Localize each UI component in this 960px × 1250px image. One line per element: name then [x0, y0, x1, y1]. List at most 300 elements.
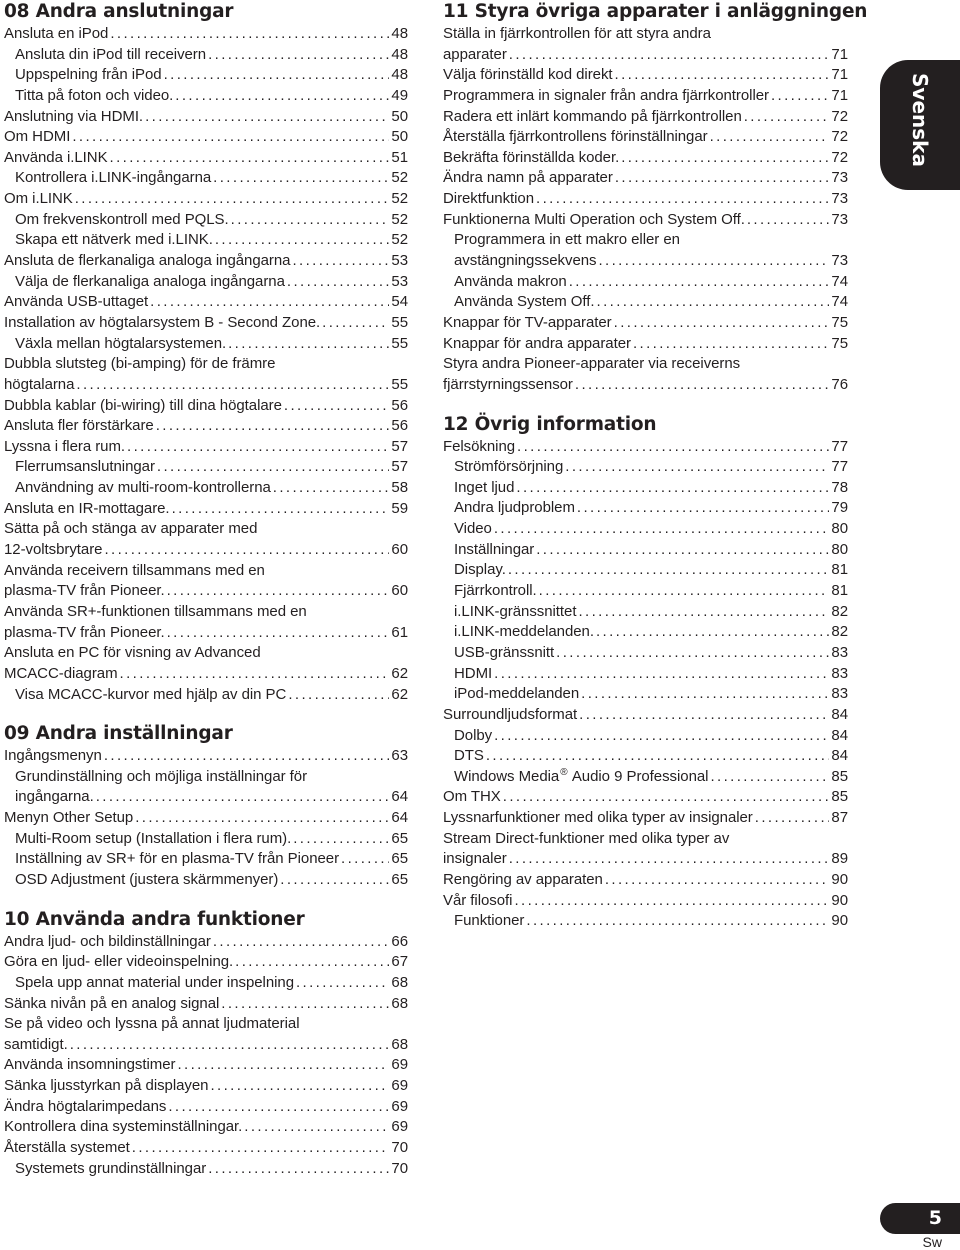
toc-entry[interactable]: [4, 272, 408, 293]
toc-entry-title: [15, 230, 213, 251]
toc-entry-title-text: Om THX: [443, 788, 501, 806]
toc-entry-line[interactable]: [443, 829, 848, 850]
toc-entry-title: [15, 334, 226, 355]
toc-entry[interactable]: [4, 24, 408, 45]
toc-entry-page: 68: [391, 973, 408, 991]
toc-entry[interactable]: [4, 65, 408, 86]
page-language-code: Sw: [922, 1234, 942, 1250]
toc-entry-page: 81: [831, 582, 848, 600]
toc-entry-line[interactable]: [4, 1014, 408, 1035]
toc-entry[interactable]: [4, 416, 408, 437]
toc-entry-title: [15, 849, 339, 870]
toc-entry-page: 50: [391, 107, 408, 125]
toc-entry-page: 54: [391, 293, 408, 311]
toc-entry-title-text: Fjärrkontroll.: [454, 582, 537, 600]
toc-entry-page: 56: [391, 417, 408, 435]
toc-entry-title: [454, 664, 492, 685]
toc-entry[interactable]: [443, 602, 848, 623]
toc-entry-page: 55: [391, 313, 408, 331]
toc-entry-line[interactable]: [443, 354, 848, 375]
toc-entry[interactable]: [4, 540, 408, 561]
toc-entry-page: 68: [391, 1035, 408, 1053]
toc-entry-page: 50: [391, 128, 408, 146]
toc-entry[interactable]: [4, 107, 408, 128]
toc-entry-page: 75: [831, 313, 848, 331]
toc-entry-title-text: Multi-Room setup (Installation i flera rum).: [15, 829, 292, 847]
toc-entry-title: [443, 168, 613, 189]
leader-dots: [273, 478, 390, 499]
toc-entry-page: 85: [831, 788, 848, 806]
toc-entry-page: 73: [831, 210, 848, 228]
toc-entry-title-text: Ändra högtalarimpedans: [4, 1097, 167, 1115]
toc-entry-page: 62: [391, 664, 408, 682]
toc-entry-title: Grundinställning och möjliga inställningar för: [15, 767, 308, 785]
toc-entry-page: 67: [391, 953, 408, 971]
toc-entry-title-cont: fjärrstyrningssensor: [443, 375, 573, 393]
toc-entry[interactable]: [4, 334, 408, 355]
toc-entry-title: [443, 705, 577, 726]
toc-entry[interactable]: [4, 457, 408, 478]
toc-entry[interactable]: [443, 870, 848, 891]
toc-entry[interactable]: [443, 643, 848, 664]
toc-entry[interactable]: [4, 1117, 408, 1138]
toc-entry[interactable]: [443, 540, 848, 561]
toc-entry-page: 52: [391, 210, 408, 228]
leader-dots: [75, 189, 390, 210]
toc-entry-page: 84: [831, 705, 848, 723]
leader-dots: [486, 746, 830, 767]
toc-entry[interactable]: [4, 437, 408, 458]
toc-entry[interactable]: [443, 437, 848, 458]
toc-entry[interactable]: [443, 560, 848, 581]
leader-dots: [556, 643, 829, 664]
toc-entry[interactable]: [4, 1035, 408, 1056]
toc-entry-title: [443, 313, 612, 334]
toc-entry[interactable]: [4, 581, 408, 602]
toc-entry[interactable]: [443, 210, 848, 231]
toc-entry-title: [15, 829, 291, 850]
leader-dots: [293, 829, 389, 850]
toc-entry[interactable]: [443, 891, 848, 912]
toc-entry-page: 63: [391, 747, 408, 765]
toc-entry-title-cont: plasma-TV från Pioneer.: [4, 582, 165, 600]
section-gap: [4, 705, 408, 722]
toc-entry-title: [454, 767, 708, 788]
leader-dots: [132, 1138, 390, 1159]
toc-entry[interactable]: [4, 1159, 408, 1180]
leader-dots: [539, 581, 830, 602]
toc-entry-title: Använda SR+-funktionen tillsammans med en: [4, 602, 307, 620]
toc-entry-title: [443, 127, 708, 148]
toc-entry-title: [15, 210, 229, 231]
toc-entry-title-text: Välja de flerkanaliga analoga ingångarna: [15, 272, 285, 290]
toc-entry[interactable]: [443, 684, 848, 705]
leader-dots: [536, 189, 829, 210]
leader-dots: [175, 86, 389, 107]
leader-dots: [284, 396, 390, 417]
toc-entry[interactable]: [443, 189, 848, 210]
toc-entry[interactable]: [443, 375, 848, 396]
toc-entry[interactable]: [443, 127, 848, 148]
leader-dots: [135, 808, 389, 829]
toc-entry[interactable]: [443, 911, 848, 932]
toc-entry-page: 84: [831, 747, 848, 765]
toc-entry-title: [15, 685, 286, 706]
toc-entry-title: [454, 726, 492, 747]
leader-dots: [565, 457, 829, 478]
toc-entry-title-text: Windows Media: [454, 767, 560, 785]
toc-entry-title-text: Ändra namn på apparater: [443, 169, 613, 187]
toc-entry[interactable]: [443, 334, 848, 355]
toc-entry-page: 69: [391, 1097, 408, 1115]
toc-entry-title: Styra andra Pioneer-apparater via receiverns: [443, 355, 741, 373]
toc-entry-page: 80: [831, 520, 848, 538]
toc-entry-page: 53: [391, 272, 408, 290]
toc-entry[interactable]: [4, 230, 408, 251]
leader-dots: [167, 623, 390, 644]
toc-entry-title: [15, 973, 294, 994]
toc-entry-page: 71: [831, 66, 848, 84]
toc-column-right: [443, 0, 868, 932]
toc-entry[interactable]: [443, 746, 848, 767]
toc-entry[interactable]: [4, 787, 408, 808]
toc-entry-page: 57: [391, 437, 408, 455]
toc-entry-page: 48: [391, 45, 408, 63]
toc-entry[interactable]: [443, 313, 848, 334]
toc-entry[interactable]: [4, 45, 408, 66]
toc-entry-title: [15, 1159, 206, 1180]
leader-dots: [296, 973, 389, 994]
toc-entry-page: 58: [391, 479, 408, 497]
toc-entry-title-text: Dubbla kablar (bi-wiring) till dina högtalare: [4, 396, 282, 414]
toc-entry-title-cont: högtalarna: [4, 375, 75, 393]
toc-entry-title: [15, 870, 278, 891]
toc-entry-line[interactable]: [4, 767, 408, 788]
leader-dots: [213, 168, 389, 189]
toc-entry-line[interactable]: [4, 354, 408, 375]
toc-entry-title-text: i.LINK-meddelanden.: [454, 623, 594, 641]
toc-entry-page: 52: [391, 231, 408, 249]
toc-entry[interactable]: [443, 498, 848, 519]
toc-entry-title: [443, 787, 501, 808]
toc-entry-title-text: Användning av multi-room-kontrollerna: [15, 479, 271, 497]
toc-entry[interactable]: [443, 148, 848, 169]
toc-entry-title-text: Om i.LINK: [4, 190, 73, 208]
toc-entry-title-text: OSD Adjustment (justera skärmmenyer): [15, 870, 279, 888]
toc-entry[interactable]: [4, 396, 408, 417]
toc-entry-page: 90: [831, 891, 848, 909]
toc-entry-page: 69: [391, 1077, 408, 1095]
toc-entry-title-text: Systemets grundinställningar: [15, 1159, 207, 1177]
toc-entry-title-text: Återställa systemet: [4, 1139, 130, 1157]
toc-entry-page: 77: [831, 458, 848, 476]
toc-entry-page: 80: [831, 540, 848, 558]
leader-dots: [596, 622, 829, 643]
leader-dots: [120, 664, 390, 685]
leader-dots: [508, 560, 830, 581]
leader-dots: [771, 86, 829, 107]
leader-dots: [605, 870, 830, 891]
leader-dots: [104, 746, 390, 767]
toc-entry[interactable]: [443, 705, 848, 726]
toc-entry-title: [4, 24, 108, 45]
leader-dots: [633, 334, 829, 355]
leader-dots: [228, 334, 389, 355]
toc-entry-page: 65: [391, 829, 408, 847]
toc-entry-title-text: Radera ett inlärt kommando på fjärrkontrollen: [443, 107, 742, 125]
toc-entry[interactable]: [4, 1138, 408, 1159]
leader-dots: [578, 602, 829, 623]
section-heading: 08 Andra anslutningar: [4, 1, 234, 22]
toc-entry-page: 48: [391, 25, 408, 42]
toc-entry-title: [4, 1055, 175, 1076]
leader-dots: [145, 107, 389, 128]
leader-dots: [526, 911, 829, 932]
toc-entry-page: 61: [391, 623, 408, 641]
toc-entry-title-text: Sänka nivån på en analog signal: [4, 994, 220, 1012]
toc-entry[interactable]: [443, 107, 848, 128]
toc-entry-title-text: HDMI: [454, 664, 493, 682]
toc-entry-line[interactable]: [4, 519, 408, 540]
leader-dots: [621, 148, 829, 169]
leader-dots: [494, 726, 829, 747]
toc-entry-title-text: Installation av högtalarsystem B - Second Zone.: [4, 313, 321, 331]
leader-dots: [221, 994, 389, 1015]
leader-dots: [517, 437, 829, 458]
toc-entry[interactable]: [4, 623, 408, 644]
toc-entry-title: [4, 251, 290, 272]
toc-entry[interactable]: [4, 168, 408, 189]
toc-entry[interactable]: [4, 1097, 408, 1118]
toc-entry-title-text: Återställa fjärrkontrollens förinställningar: [443, 128, 708, 146]
section-gap: [443, 396, 848, 413]
toc-entry-title-text: Andra ljudproblem: [454, 499, 575, 517]
toc-entry[interactable]: [4, 664, 408, 685]
toc-entry-title-text: Använda makron: [454, 272, 567, 290]
toc-entry-page: 62: [391, 685, 408, 703]
leader-dots: [341, 849, 389, 870]
toc-entry-title: [443, 65, 613, 86]
toc-entry[interactable]: [4, 251, 408, 272]
toc-entry[interactable]: [4, 292, 408, 313]
toc-entry[interactable]: [4, 829, 408, 850]
toc-entry-page: 69: [391, 1056, 408, 1074]
toc-entry-page: 83: [831, 685, 848, 703]
toc-entry-title-text: Göra en ljud- eller videoinspelning.: [4, 953, 234, 971]
toc-entry-title-text: Direktfunktion: [443, 190, 535, 208]
toc-entry-title-text: Anslutning via HDMI.: [4, 107, 144, 125]
toc-entry-title-text: Inställningar: [454, 540, 535, 558]
toc-entry-page: 66: [391, 932, 408, 950]
toc-entry[interactable]: [4, 952, 408, 973]
toc-entry-title: [443, 808, 753, 829]
toc-entry-title-text: Surroundljudsformat: [443, 705, 578, 723]
toc-entry-line[interactable]: [4, 561, 408, 582]
toc-entry[interactable]: [443, 622, 848, 643]
toc-entry-title-text: Uppspelning från iPod: [15, 66, 162, 84]
toc-entry-page: 73: [831, 169, 848, 187]
toc-entry-title-text: Använda USB-uttaget: [4, 293, 149, 311]
toc-entry[interactable]: [4, 932, 408, 953]
toc-entry-page: 85: [831, 767, 848, 785]
toc-entry-page: 48: [391, 66, 408, 84]
toc-entry[interactable]: [443, 726, 848, 747]
toc-entry-page: 78: [831, 478, 848, 496]
leader-dots: [755, 808, 830, 829]
toc-entry[interactable]: [443, 808, 848, 829]
toc-entry[interactable]: [443, 664, 848, 685]
toc-entry[interactable]: [4, 870, 408, 891]
toc-entry[interactable]: [4, 973, 408, 994]
toc-entry-title: [443, 334, 631, 355]
toc-entry-page: 72: [831, 148, 848, 166]
toc-entry[interactable]: [443, 86, 848, 107]
leader-dots: [615, 168, 830, 189]
toc-entry-title: Ansluta en PC för visning av Advanced: [4, 644, 261, 662]
toc-entry-title-text: DTS: [454, 747, 484, 765]
leader-dots: [322, 313, 389, 334]
leader-dots: [208, 45, 389, 66]
toc-entry-title: [443, 437, 515, 458]
toc-entry[interactable]: [443, 457, 848, 478]
toc-entry-page: 65: [391, 850, 408, 868]
toc-entry-title-text: Display.: [454, 561, 506, 579]
toc-entry[interactable]: [4, 86, 408, 107]
toc-entry[interactable]: [4, 148, 408, 169]
leader-dots: [494, 664, 829, 685]
toc-entry-page: 55: [391, 375, 408, 393]
toc-entry-title-text: Menyn Other Setup: [4, 809, 134, 827]
leader-dots: [231, 210, 390, 231]
toc-entry-title-text: Om HDMI: [4, 128, 71, 146]
leader-dots: [156, 416, 390, 437]
leader-dots: [514, 891, 829, 912]
toc-entry[interactable]: [443, 787, 848, 808]
toc-entry[interactable]: [4, 127, 408, 148]
toc-entry-title: [4, 952, 233, 973]
toc-entry-line[interactable]: [443, 230, 848, 251]
toc-entry-page: 60: [391, 582, 408, 600]
toc-entry-line[interactable]: [4, 643, 408, 664]
leader-dots: [509, 45, 830, 66]
leader-dots: [509, 849, 830, 870]
toc-entry[interactable]: [4, 808, 408, 829]
toc-entry-title-text: Titta på foton och video.: [15, 86, 174, 104]
toc-entry[interactable]: [443, 272, 848, 293]
toc-entry-line[interactable]: [443, 24, 848, 45]
toc-entry[interactable]: [4, 189, 408, 210]
toc-entry-page: 83: [831, 664, 848, 682]
toc-entry-title-text: Bekräfta förinställda koder.: [443, 148, 620, 166]
toc-entry-title: [454, 911, 524, 932]
toc-entry-line[interactable]: [4, 602, 408, 623]
toc-entry[interactable]: [443, 251, 848, 272]
leader-dots: [72, 127, 389, 148]
toc-entry-title-text: Visa MCACC-kurvor med hjälp av din PC: [15, 685, 287, 703]
toc-entry-page: 73: [831, 252, 848, 270]
toc-entry[interactable]: [443, 168, 848, 189]
toc-entry[interactable]: [4, 499, 408, 520]
toc-entry-title: [454, 622, 594, 643]
leader-dots: [168, 1097, 389, 1118]
toc-entry-page: 64: [391, 809, 408, 827]
toc-entry-title: [454, 643, 554, 664]
leader-dots: [164, 65, 390, 86]
language-tab-label: Svenska: [908, 73, 932, 167]
toc-entry-title: [4, 313, 320, 334]
toc-entry[interactable]: [4, 478, 408, 499]
toc-entry-page: 55: [391, 334, 408, 352]
leader-dots: [516, 478, 829, 499]
toc-entry[interactable]: [443, 45, 848, 66]
leader-dots: [244, 1117, 389, 1138]
leader-dots: [597, 292, 830, 313]
toc-entry[interactable]: [443, 478, 848, 499]
toc-entry[interactable]: [443, 767, 848, 788]
toc-entry-title-cont: apparater: [443, 45, 507, 63]
leader-dots: [744, 107, 830, 128]
toc-entry-page: 53: [391, 252, 408, 270]
toc-entry-page: 87: [831, 809, 848, 827]
toc-entry-page: 90: [831, 870, 848, 888]
toc-entry-title: [4, 499, 170, 520]
toc-entry-title: [454, 478, 514, 499]
toc-entry-title-text: Programmera in signaler från andra fjärrkontroller: [443, 86, 769, 104]
toc-entry-title-text: Ansluta en iPod: [4, 25, 109, 42]
leader-dots: [569, 272, 830, 293]
toc-entry-title-text: Kontrollera dina systeminställningar.: [4, 1118, 243, 1136]
toc-entry-page: 64: [391, 788, 408, 806]
toc-entry-title-text: Inget ljud: [454, 478, 515, 496]
toc-entry-title: [4, 746, 102, 767]
toc-entry[interactable]: [4, 1076, 408, 1097]
leader-dots: [292, 251, 389, 272]
toc-entry[interactable]: [4, 210, 408, 231]
toc-entry-title-text: Ingångsmenyn: [4, 747, 102, 765]
toc-entry-title-text: Rengöring av apparaten: [443, 870, 603, 888]
toc-entry[interactable]: [4, 375, 408, 396]
toc-entry-title-text: Skapa ett nätverk med i.LINK.: [15, 231, 213, 249]
leader-dots: [157, 457, 390, 478]
toc-entry[interactable]: [443, 65, 848, 86]
toc-entry[interactable]: [443, 519, 848, 540]
toc-entry[interactable]: [4, 685, 408, 706]
toc-entry-title-text: Använda System Off.: [454, 293, 595, 311]
toc-entry-title: [15, 168, 211, 189]
toc-entry[interactable]: [4, 746, 408, 767]
toc-entry-page: 74: [831, 293, 848, 311]
toc-entry-page: 76: [831, 375, 848, 393]
toc-entry[interactable]: [4, 849, 408, 870]
toc-entry-title: [4, 148, 108, 169]
toc-entry[interactable]: [443, 849, 848, 870]
toc-entry-title: [454, 581, 537, 602]
toc-entry-page: 70: [391, 1159, 408, 1177]
toc-entry-page: 82: [831, 602, 848, 620]
toc-entry[interactable]: [443, 292, 848, 313]
toc-entry[interactable]: [4, 313, 408, 334]
toc-entry-page: 71: [831, 86, 848, 104]
leader-dots: [110, 24, 389, 45]
toc-entry-title-cont: MCACC-diagram: [4, 664, 118, 682]
toc-entry[interactable]: [443, 581, 848, 602]
toc-entry-title: [15, 65, 162, 86]
toc-entry[interactable]: [4, 994, 408, 1015]
toc-entry-title: [443, 189, 534, 210]
toc-entry-title: Programmera in ett makro eller en: [454, 231, 680, 249]
toc-entry[interactable]: [4, 1055, 408, 1076]
toc-entry-title: [4, 808, 133, 829]
